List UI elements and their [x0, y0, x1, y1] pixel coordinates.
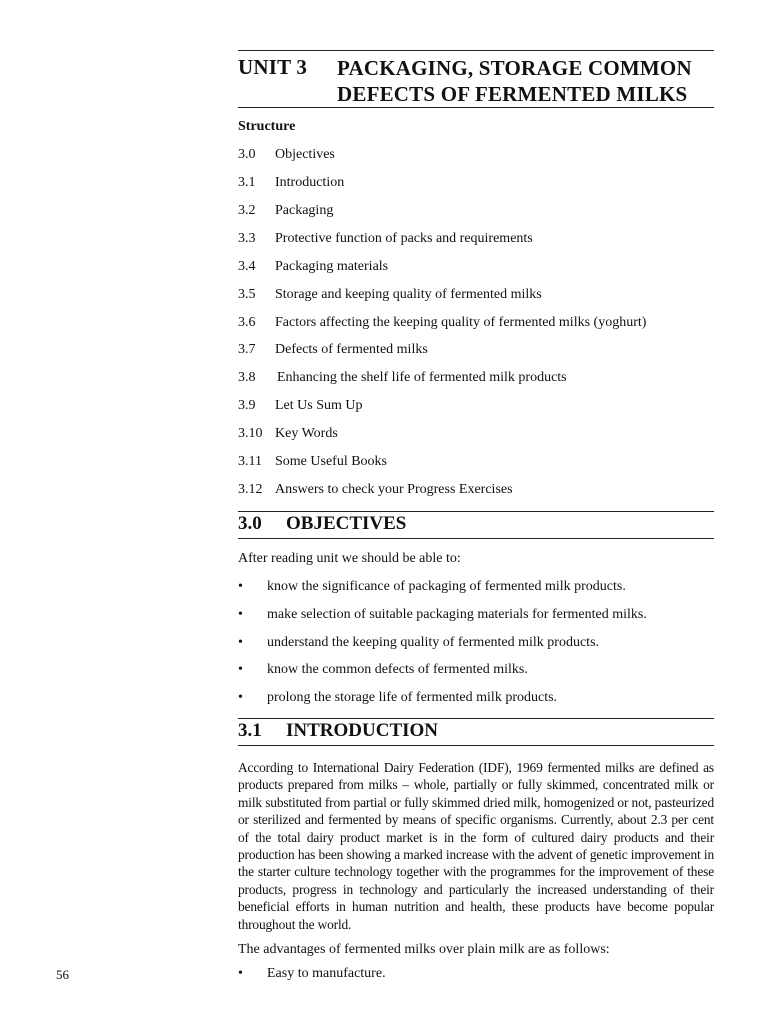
toc-text: Packaging materials [275, 259, 389, 274]
bullet-icon: • [238, 579, 243, 594]
toc-text: Objectives [275, 147, 335, 162]
toc-text: Packaging [275, 203, 334, 218]
toc-text: Answers to check your Progress Exercises [275, 482, 513, 497]
list-item-text: know the common defects of fermented milks. [267, 662, 528, 677]
list-item [238, 662, 714, 680]
list-item [238, 579, 714, 597]
structure-label: Structure [238, 119, 296, 134]
bullet-icon: • [238, 607, 243, 622]
list-item [238, 966, 714, 984]
toc-number: 3.9 [238, 398, 256, 413]
toc-number: 3.10 [238, 426, 263, 441]
bullet-icon: • [238, 690, 243, 705]
section-title: OBJECTIVES [286, 513, 407, 534]
objectives-heading [238, 511, 714, 539]
introduction-heading [238, 718, 714, 746]
toc-text: Introduction [275, 175, 345, 190]
toc-text: Let Us Sum Up [275, 398, 363, 413]
unit-number: UNIT 3 [238, 55, 308, 79]
bullet-icon: • [238, 662, 243, 677]
bullet-icon: • [238, 966, 243, 981]
list-item [238, 635, 714, 653]
toc-text: Enhancing the shelf life of fermented milk products [277, 370, 567, 385]
introduction-paragraph: According to International Dairy Federation (IDF), 1969 fermented milks are defined as products prepared from milks – whole, partially or fully skimmed, concentrated milk or milk substituted from partial or fully skimmed dried milk, homogenized or not, pasteurized or sterilized and fermented by means of specific organisms. Currently, about 2.3 per cent of the total dairy product market is in the form of cultured dairy products and their production has been showing a marked increase with the advent of genetic improvement in the starter culture technology together with the programmes for the improvement of these products, progress in technology and particularly the increased understanding of their beneficial efforts in human nutrition and health, these products have become popular throughout the world. [238, 760, 714, 932]
toc-text: Key Words [275, 426, 338, 441]
toc-number: 3.11 [238, 454, 262, 469]
toc-number: 3.12 [238, 482, 263, 497]
toc-text: Some Useful Books [275, 454, 387, 469]
toc-number: 3.5 [238, 287, 256, 302]
section-number: 3.1 [238, 720, 262, 741]
unit-heading [238, 50, 714, 108]
section-title: INTRODUCTION [286, 720, 439, 741]
list-item-text: understand the keeping quality of fermented milk products. [267, 635, 600, 650]
unit-title: PACKAGING, STORAGE COMMON DEFECTS OF FERMENTED MILKS [337, 56, 692, 106]
objectives-intro: After reading unit we should be able to: [238, 551, 461, 566]
advantages-intro: The advantages of fermented milks over plain milk are as follows: [238, 942, 610, 957]
list-item-text: make selection of suitable packaging materials for fermented milks. [267, 607, 647, 622]
list-item-text: prolong the storage life of fermented milk products. [267, 690, 558, 705]
toc-number: 3.2 [238, 203, 256, 218]
toc-number: 3.8 [238, 370, 256, 385]
toc-text: Storage and keeping quality of fermented milks [275, 287, 542, 302]
toc-text: Factors affecting the keeping quality of fermented milks (yoghurt) [275, 315, 647, 330]
list-item [238, 690, 714, 708]
toc-text: Defects of fermented milks [275, 342, 428, 357]
list-item-text: Easy to manufacture. [267, 966, 386, 981]
toc-number: 3.1 [238, 175, 256, 190]
section-number: 3.0 [238, 513, 262, 534]
list-item [238, 607, 714, 625]
toc-number: 3.6 [238, 315, 256, 330]
toc-number: 3.3 [238, 231, 256, 246]
toc-number: 3.0 [238, 147, 256, 162]
page-number: 56 [56, 967, 69, 982]
toc-number: 3.4 [238, 259, 256, 274]
toc-number: 3.7 [238, 342, 256, 357]
list-item-text: know the significance of packaging of fermented milk products. [267, 579, 626, 594]
toc-text: Protective function of packs and requirements [275, 231, 533, 246]
bullet-icon: • [238, 635, 243, 650]
